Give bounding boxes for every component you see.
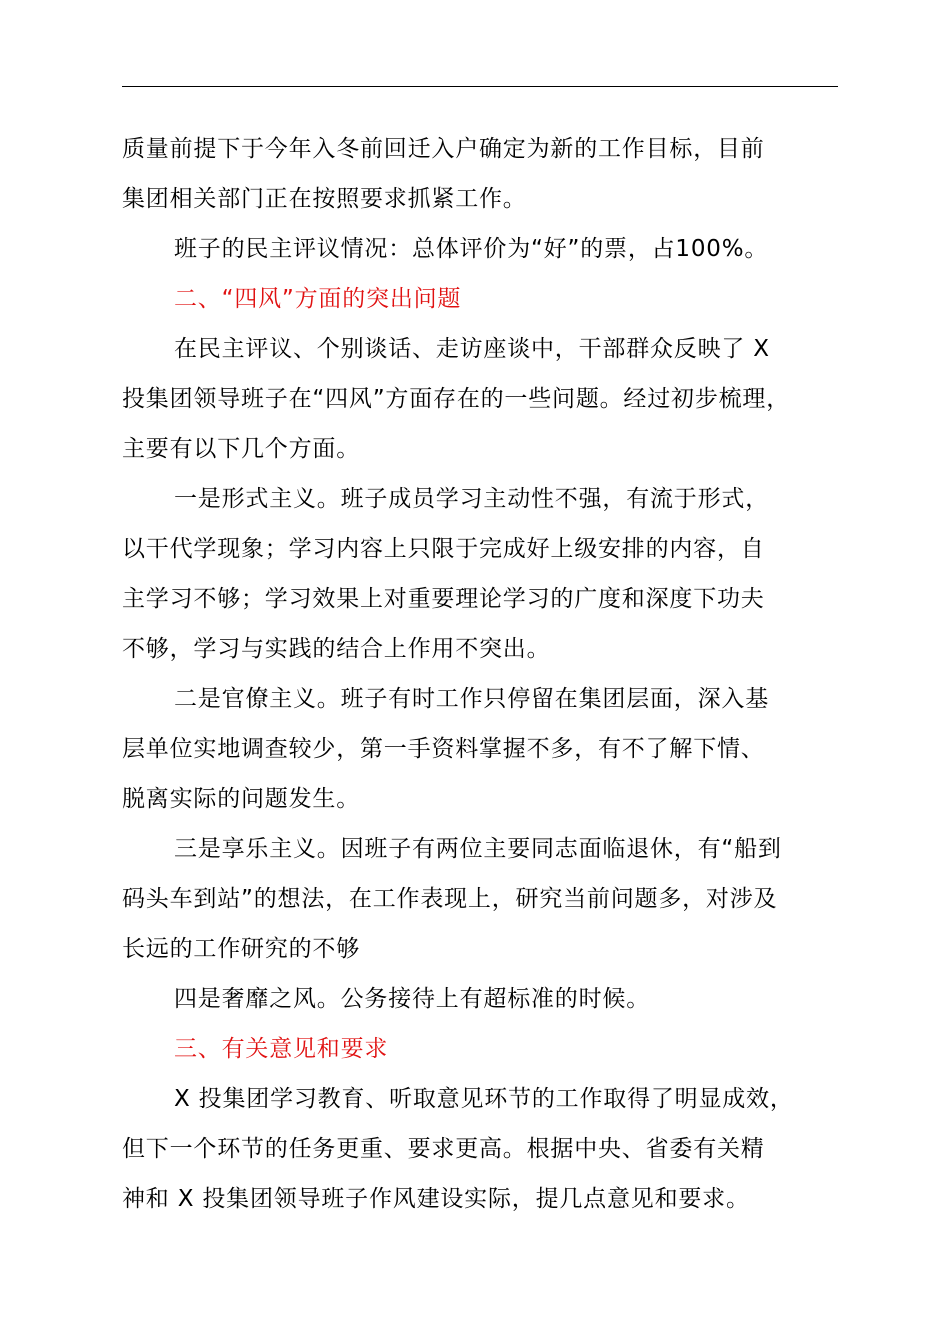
section-heading: 二、“四风”方面的突出问题 [174,286,462,312]
paragraph-line: 一是形式主义。班子成员学习主动性不强，有流于形式， [174,486,769,512]
paragraph-line: 神和 X 投集团领导班子作风建设实际，提几点意见和要求。 [122,1186,750,1212]
paragraph-line: 主学习不够；学习效果上对重要理论学习的广度和深度下功夫 [122,586,765,612]
paragraph-line: 长远的工作研究的不够 [122,936,360,962]
paragraph-line: 以干代学现象；学习内容上只限于完成好上级安排的内容，自 [122,536,765,562]
paragraph-line: 码头车到站”的想法，在工作表现上，研究当前问题多，对涉及 [122,886,778,912]
paragraph-line: 脱离实际的问题发生。 [122,786,360,812]
paragraph-line: 四是奢靡之风。公务接待上有超标准的时候。 [174,986,650,1012]
paragraph-line: 班子的民主评议情况：总体评价为“好”的票，占100%。 [174,236,769,262]
document-body [122,124,838,1224]
paragraph-line: 质量前提下于今年入冬前回迁入户确定为新的工作目标，目前 [122,136,765,162]
paragraph-line: X 投集团学习教育、听取意见环节的工作取得了明显成效， [174,1086,794,1112]
paragraph-line: 主要有以下几个方面。 [122,436,360,462]
section-heading: 三、有关意见和要求 [174,1036,389,1062]
paragraph-line: 但下一个环节的任务更重、要求更高。根据中央、省委有关精 [122,1136,765,1162]
paragraph-line: 投集团领导班子在“四风”方面存在的一些问题。经过初步梳理， [122,386,791,412]
paragraph-line: 二是官僚主义。班子有时工作只停留在集团层面，深入基 [174,686,769,712]
paragraph-line: 在民主评议、个别谈话、走访座谈中，干部群众反映了 X [174,336,770,362]
paragraph-line: 集团相关部门正在按照要求抓紧工作。 [122,186,527,212]
paragraph-line: 不够，学习与实践的结合上作用不突出。 [122,636,551,662]
paragraph-line: 层单位实地调查较少，第一手资料掌握不多，有不了解下情、 [122,736,765,762]
header-rule [122,86,838,87]
paragraph-line: 三是享乐主义。因班子有两位主要同志面临退休，有“船到 [174,836,782,862]
